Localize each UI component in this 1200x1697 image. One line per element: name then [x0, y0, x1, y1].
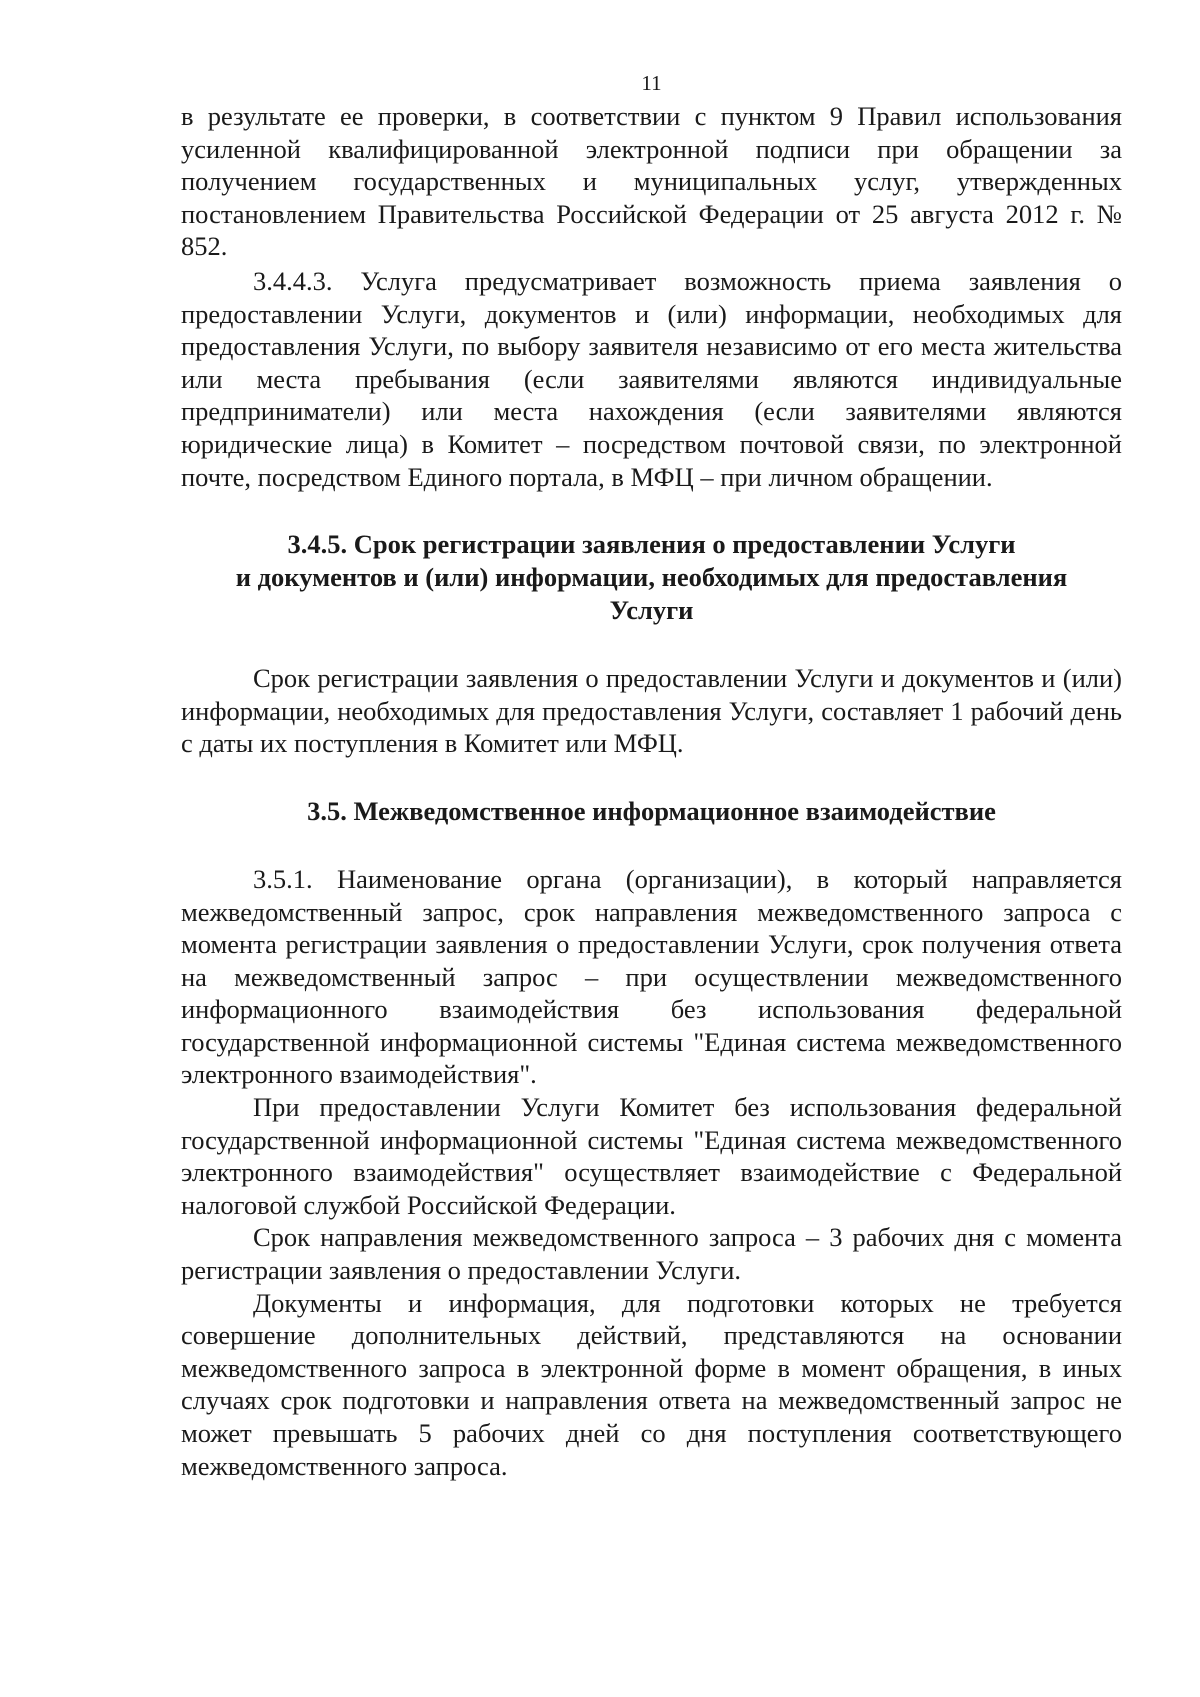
paragraph-3-4-4-3: 3.4.4.3. Услуга предусматривает возможность приема заявления о предоставлении Услуги, документов и (или) информации, необходимых для предоставления Услуги, по выбору заявителя независимо от его места жительства или места пребывания (если заявителями являются индивидуальные предприниматели) или места нахождения (если заявителями являются юридические лица) в Комитет – посредством почтовой связи, по электронной почте, посредством Единого портала, в МФЦ – при личном обращении.	[181, 265, 1122, 492]
heading-3-4-5-line3: Услуги	[609, 595, 694, 626]
heading-3-4-5-line1: 3.4.5. Срок регистрации заявления о предоставлении Услуги	[287, 529, 1016, 560]
paragraph-continuation: в результате ее проверки, в соответствии с пунктом 9 Правил использования усиленной квалифицированной электронной подписи при обращении за получением государственных и муниципальных услуг, утвержденных постановлением Правительства Российской Федерации от 25 августа 2012 г. № 852.	[181, 101, 1122, 262]
heading-3-4-5-line2: и документов и (или) информации, необходимых для предоставления	[235, 562, 1068, 593]
paragraph-interaction: При предоставлении Услуги Комитет без использования федеральной государственной информационной системы "Единая система межведомственного электронного взаимодействия" осуществляет взаимодействие с Федеральной налоговой службой Российской Федерации.	[181, 1092, 1122, 1220]
paragraph-documents: Документы и информация, для подготовки которых не требуется совершение дополнительных действий, представляются на основании межведомственного запроса в электронной форме в момент обращения, в иных случаях срок подготовки и направления ответа на межведомственный запрос не может превышать 5 рабочих дней со дня поступления соответствующего межведомственного запроса.	[181, 1287, 1122, 1481]
heading-3-5: 3.5. Межведомственное информационное взаимодействие	[307, 795, 996, 826]
paragraph-3-4-5-body: Срок регистрации заявления о предоставлении Услуги и документов и (или) информации, необходимых для предоставления Услуги, составляет 1 рабочий день с даты их поступления в Комитет или МФЦ.	[181, 663, 1122, 759]
paragraph-request-term: Срок направления межведомственного запроса – 3 рабочих дня с момента регистрации заявления о предоставлении Услуги.	[181, 1222, 1122, 1286]
page-number: 11	[641, 71, 662, 95]
paragraph-3-5-1: 3.5.1. Наименование органа (организации), в который направляется межведомственный запрос, срок направления межведомственного запроса с момента регистрации заявления о предоставлении Услуги, срок получения ответа на межведомственный запрос – при осуществлении межведомственного информационного взаимодействия без использования федеральной государственной информационной системы "Единая система межведомственного электронного взаимодействия".	[181, 863, 1122, 1090]
heading-3-4-5	[181, 528, 1122, 627]
document-page	[181, 70, 1122, 1482]
